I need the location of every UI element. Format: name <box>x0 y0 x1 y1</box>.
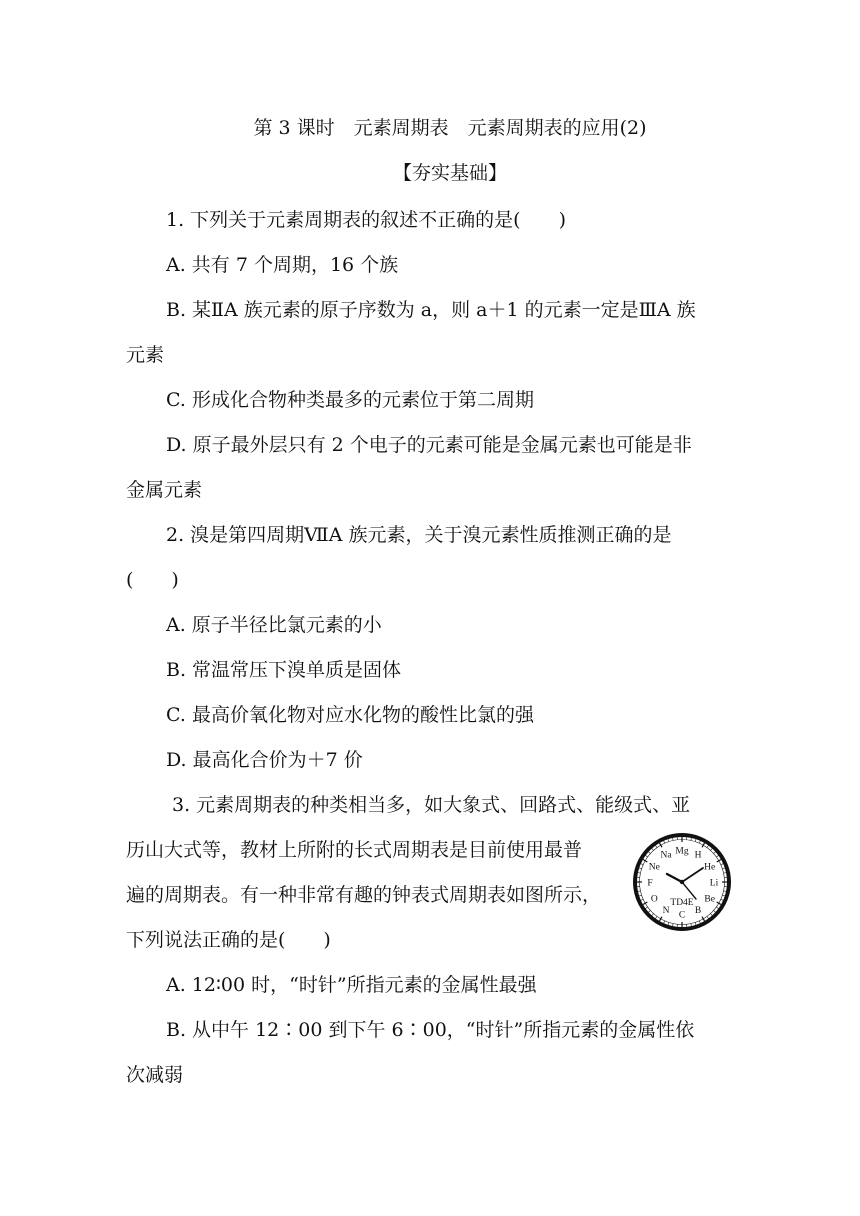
clock-element-label: Be <box>704 894 715 905</box>
question-2-option-c: C. 最高价氧化物对应水化物的酸性比氯的强 <box>166 704 534 726</box>
section-heading: 【夯实基础】 <box>392 162 507 184</box>
question-2-stem-cont: ( ) <box>126 569 179 591</box>
question-1-option-d: D. 原子最外层只有 2 个电子的元素可能是金属元素也可能是非 <box>166 434 692 456</box>
clock-element-label: Li <box>709 878 719 889</box>
question-1-option-d-cont: 金属元素 <box>126 479 203 501</box>
question-2-option-b: B. 常温常压下溴单质是固体 <box>166 659 402 681</box>
question-1-option-c: C. 形成化合物种类最多的元素位于第二周期 <box>166 389 534 411</box>
question-3-stem-cont-2: 遍的周期表。有一种非常有趣的钟表式周期表如图所示， <box>126 884 602 906</box>
page-title: 第 3 课时 元素周期表 元素周期表的应用(2) <box>253 117 647 139</box>
question-2-stem: 2. 溴是第四周期ⅦA 族元素，关于溴元素性质推测正确的是 <box>166 524 672 546</box>
periodic-clock-figure <box>632 832 732 932</box>
question-3-stem-cont-1: 历山大式等，教材上所附的长式周期表是目前使用最普 <box>126 839 583 861</box>
question-3-stem-cont-3: 下列说法正确的是( ) <box>126 929 331 951</box>
question-1-option-b-cont: 元素 <box>126 344 165 366</box>
question-1-option-b: B. 某ⅡA 族元素的原子序数为 a，则 a＋1 的元素一定是ⅢA 族 <box>166 299 696 321</box>
clock-element-label: Mg <box>675 846 689 857</box>
clock-element-label: F <box>647 878 653 889</box>
question-2-option-d: D. 最高化合价为＋7 价 <box>166 749 363 771</box>
clock-element-label: B <box>694 906 702 917</box>
question-3-option-b-cont: 次减弱 <box>126 1064 184 1086</box>
clock-center-label: TD4E <box>670 898 694 908</box>
question-1-option-a: A. 共有 7 个周期，16 个族 <box>166 254 399 276</box>
clock-pivot <box>680 880 684 884</box>
question-1-stem: 1. 下列关于元素周期表的叙述不正确的是( ) <box>166 209 566 231</box>
clock-element-label: H <box>694 850 702 861</box>
question-3-stem: 3. 元素周期表的种类相当多，如大象式、回路式、能级式、亚 <box>172 794 691 816</box>
question-3-option-a: A. 12∶00 时，“时针”所指元素的金属性最强 <box>166 974 537 996</box>
clock-element-label: He <box>704 862 716 873</box>
clock-element-label: O <box>650 894 658 905</box>
clock-element-label: Ne <box>648 862 660 873</box>
clock-element-label: C <box>678 910 686 921</box>
question-3-option-b: B. 从中午 12∶00 到下午 6∶00，“时针”所指元素的金属性依 <box>166 1019 695 1041</box>
question-2-option-a: A. 原子半径比氯元素的小 <box>166 614 382 636</box>
clock-element-label: Na <box>660 850 672 861</box>
clock-element-label: N <box>662 906 670 917</box>
